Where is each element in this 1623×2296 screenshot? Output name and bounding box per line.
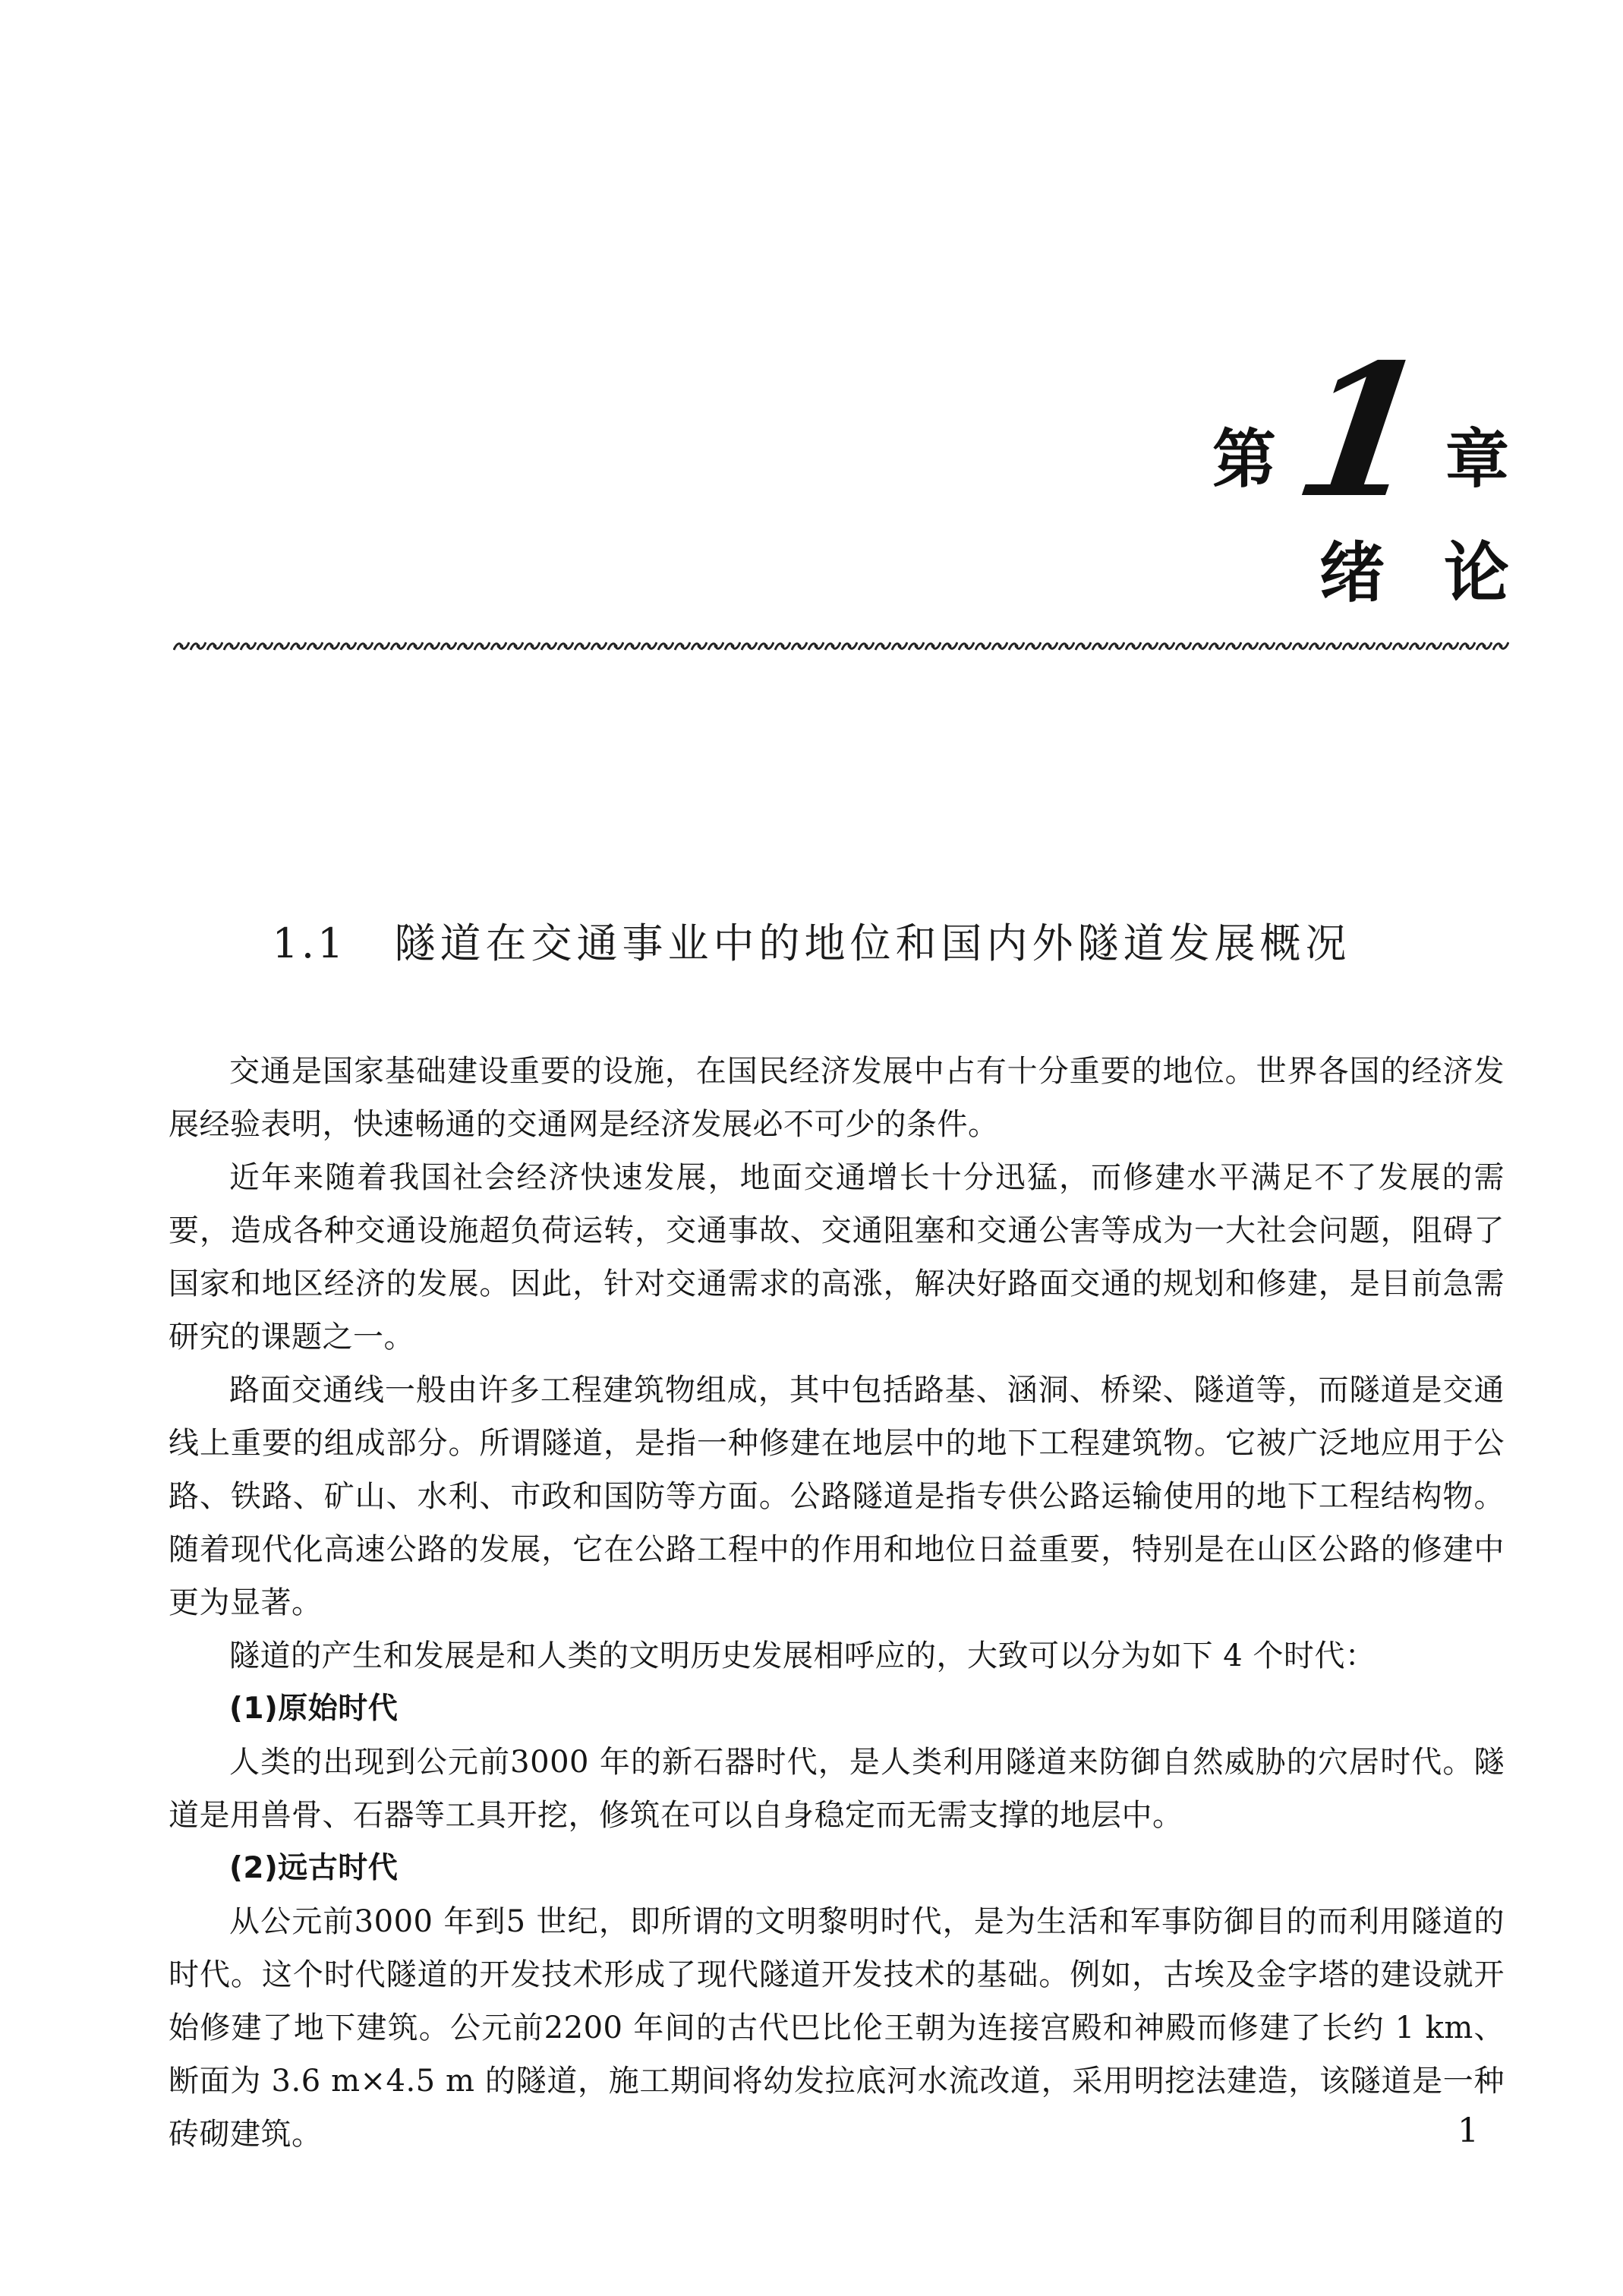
- body-text: [169, 1045, 1505, 2161]
- paragraph: 隧道的产生和发展是和人类的文明历史发展相呼应的，大致可以分为如下 4 个时代：: [229, 1638, 1376, 1673]
- chapter-title: 绪论: [1319, 535, 1568, 611]
- paragraph: 近年来随着我国社会经济快速发展，地面交通增长十分迅猛，而修建水平满足不了发展的需要，造成各种交通设施超负荷运转，交通事故、交通阻塞和交通公害等成为一大社会问题，阻碍了国家和地区经济的发展。因此，针对交通需求的高涨，解决好路面交通的规划和修建，是目前急需研究的课题之一。: [169, 1160, 1505, 1355]
- chapter-heading: [1212, 324, 1509, 538]
- ornamental-divider: [173, 638, 1509, 654]
- section-heading: [0, 919, 1623, 967]
- paragraph: 交通是国家基础建设重要的设施，在国民经济发展中占有十分重要的地位。世界各国的经济发展经验表明，快速畅通的交通网是经济发展必不可少的条件。: [169, 1054, 1505, 1142]
- section-title: 隧道在交通事业中的地位和国内外隧道发展概况: [394, 919, 1351, 967]
- sub-heading: (1)原始时代: [229, 1692, 399, 1726]
- paragraph: 人类的出现到公元前3000 年的新石器时代，是人类利用隧道来防御自然威胁的穴居时代。隧道是用兽骨、石器等工具开挖，修筑在可以自身稳定而无需支撑的地层中。: [169, 1745, 1505, 1833]
- chapter-prefix: 第: [1212, 421, 1276, 497]
- chapter-suffix: 章: [1445, 421, 1509, 497]
- chapter-number: 1: [1284, 324, 1438, 538]
- paragraph: 路面交通线一般由许多工程建筑物组成，其中包括路基、涵洞、桥梁、隧道等，而隧道是交通线上重要的组成部分。所谓隧道，是指一种修建在地层中的地下工程建筑物。它被广泛地应用于公路、铁路、矿山、水利、市政和国防等方面。公路隧道是指专供公路运输使用的地下工程结构物。随着现代化高速公路的发展，它在公路工程中的作用和地位日益重要，特别是在山区公路的修建中更为显著。: [169, 1373, 1505, 1620]
- paragraph: 从公元前3000 年到5 世纪，即所谓的文明黎明时代，是为生活和军事防御目的而利用隧道的时代。这个时代隧道的开发技术形成了现代隧道开发技术的基础。例如，古埃及金字塔的建设就开始修建了地下建筑。公元前2200 年间的古代巴比伦王朝为连接宫殿和神殿而修建了长约 1 km、断面为 3.6 m×4.5 m 的隧道，施工期间将幼发拉底河水流改道，采用明挖法建造，该隧道是一种砖砌建筑。: [169, 1904, 1505, 2152]
- section-number: 1.1: [272, 919, 347, 967]
- sub-heading: (2)远古时代: [229, 1851, 399, 1885]
- page-number: 1: [1458, 2112, 1479, 2150]
